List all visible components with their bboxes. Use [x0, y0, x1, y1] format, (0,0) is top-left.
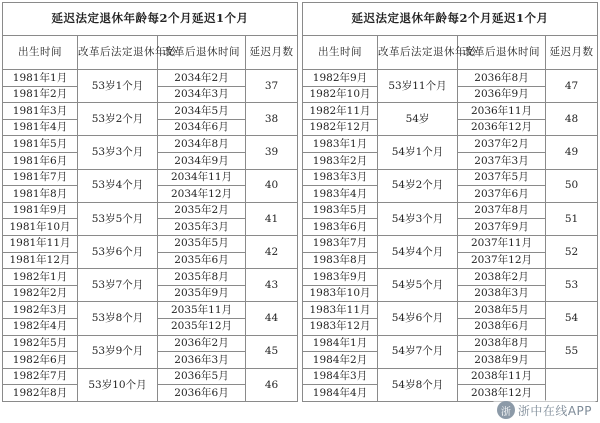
retirement-age-cell: 54岁3个月 [378, 202, 458, 235]
delay-months-cell: 55 [546, 335, 598, 368]
retirement-table-right [302, 2, 598, 402]
delay-months-cell: 54 [546, 302, 598, 335]
retirement-time-cell: 2034年3月 [158, 86, 246, 103]
birth-time-cell: 1982年10月 [303, 86, 378, 103]
retirement-age-cell: 53岁4个月 [78, 169, 158, 202]
retirement-age-cell: 53岁7个月 [78, 269, 158, 302]
delay-months-cell: 49 [546, 136, 598, 169]
header-retirement-age: 改革后法定退休年龄 [78, 36, 158, 70]
birth-time-cell: 1982年4月 [3, 318, 78, 335]
table-row [3, 368, 298, 385]
retirement-age-cell: 53岁8个月 [78, 302, 158, 335]
birth-time-cell: 1982年8月 [3, 385, 78, 402]
retirement-time-cell: 2035年8月 [158, 269, 246, 286]
retirement-time-cell: 2034年5月 [158, 103, 246, 120]
delay-months-cell: 44 [246, 302, 298, 335]
retirement-age-cell: 53岁2个月 [78, 103, 158, 136]
birth-time-cell: 1983年3月 [303, 169, 378, 186]
birth-time-cell: 1984年2月 [303, 352, 378, 369]
delay-months-cell: 52 [546, 235, 598, 268]
birth-time-cell: 1981年4月 [3, 119, 78, 136]
birth-time-cell: 1981年3月 [3, 103, 78, 120]
table-row [303, 235, 598, 252]
header-birth-time: 出生时间 [3, 36, 78, 70]
header-delay-months: 延迟月数 [546, 36, 598, 70]
birth-time-cell: 1981年1月 [3, 70, 78, 87]
retirement-time-cell: 2035年2月 [158, 202, 246, 219]
table-row [303, 202, 598, 219]
retirement-time-cell: 2034年6月 [158, 119, 246, 136]
retirement-time-cell: 2036年5月 [158, 368, 246, 385]
birth-time-cell: 1981年9月 [3, 202, 78, 219]
retirement-age-cell: 53岁11个月 [378, 70, 458, 103]
delay-months-cell: 48 [546, 103, 598, 136]
table-row [3, 235, 298, 252]
delay-months-cell: 47 [546, 70, 598, 103]
retirement-time-cell: 2038年8月 [458, 335, 546, 352]
birth-time-cell: 1983年4月 [303, 186, 378, 203]
retirement-time-cell: 2035年6月 [158, 252, 246, 269]
delay-months-cell: 45 [246, 335, 298, 368]
birth-time-cell: 1983年9月 [303, 269, 378, 286]
birth-time-cell: 1983年10月 [303, 285, 378, 302]
delay-months-cell: 40 [246, 169, 298, 202]
retirement-time-cell: 2038年11月 [458, 368, 546, 385]
table-title: 延迟法定退休年龄每2个月延迟1个月 [3, 3, 298, 36]
birth-time-cell: 1984年3月 [303, 368, 378, 385]
retirement-age-cell: 53岁3个月 [78, 136, 158, 169]
retirement-age-cell: 54岁5个月 [378, 269, 458, 302]
delay-months-cell [546, 368, 598, 401]
retirement-time-cell: 2037年5月 [458, 169, 546, 186]
table-row [303, 70, 598, 87]
delay-months-cell: 38 [246, 103, 298, 136]
retirement-age-cell: 53岁1个月 [78, 70, 158, 103]
retirement-age-cell: 53岁5个月 [78, 202, 158, 235]
birth-time-cell: 1982年2月 [3, 285, 78, 302]
delay-months-cell: 39 [246, 136, 298, 169]
watermark-text: 浙中在线APP [517, 403, 592, 418]
table-row [3, 103, 298, 120]
birth-time-cell: 1983年6月 [303, 219, 378, 236]
retirement-time-cell: 2037年8月 [458, 202, 546, 219]
birth-time-cell: 1982年3月 [3, 302, 78, 319]
table-panel-right [300, 0, 600, 423]
birth-time-cell: 1982年5月 [3, 335, 78, 352]
watermark [493, 400, 596, 420]
birth-time-cell: 1982年6月 [3, 352, 78, 369]
retirement-time-cell: 2034年8月 [158, 136, 246, 153]
retirement-time-cell: 2036年11月 [458, 103, 546, 120]
retirement-time-cell: 2038年6月 [458, 318, 546, 335]
retirement-age-cell: 53岁10个月 [78, 368, 158, 401]
delay-months-cell: 51 [546, 202, 598, 235]
retirement-time-cell: 2037年2月 [458, 136, 546, 153]
birth-time-cell: 1981年10月 [3, 219, 78, 236]
birth-time-cell: 1983年2月 [303, 152, 378, 169]
retirement-age-cell: 54岁1个月 [378, 136, 458, 169]
retirement-time-cell: 2035年5月 [158, 235, 246, 252]
table-title: 延迟法定退休年龄每2个月延迟1个月 [303, 3, 598, 36]
retirement-age-cell: 53岁9个月 [78, 335, 158, 368]
table-row [303, 103, 598, 120]
delay-months-cell: 42 [246, 235, 298, 268]
retirement-time-cell: 2037年11月 [458, 235, 546, 252]
birth-time-cell: 1984年1月 [303, 335, 378, 352]
header-retirement-time: 改革后退休时间 [458, 36, 546, 70]
retirement-time-cell: 2035年3月 [158, 219, 246, 236]
retirement-time-cell: 2037年3月 [458, 152, 546, 169]
retirement-age-cell: 54岁6个月 [378, 302, 458, 335]
birth-time-cell: 1982年11月 [303, 103, 378, 120]
birth-time-cell: 1982年7月 [3, 368, 78, 385]
retirement-age-cell: 54岁4个月 [378, 235, 458, 268]
retirement-time-cell: 2036年12月 [458, 119, 546, 136]
table-row [3, 136, 298, 153]
retirement-time-cell: 2038年3月 [458, 285, 546, 302]
birth-time-cell: 1982年9月 [303, 70, 378, 87]
retirement-time-cell: 2036年8月 [458, 70, 546, 87]
birth-time-cell: 1981年2月 [3, 86, 78, 103]
birth-time-cell: 1983年7月 [303, 235, 378, 252]
retirement-time-cell: 2037年6月 [458, 186, 546, 203]
retirement-time-cell: 2037年12月 [458, 252, 546, 269]
birth-time-cell: 1983年5月 [303, 202, 378, 219]
retirement-time-cell: 2035年11月 [158, 302, 246, 319]
retirement-time-cell: 2034年2月 [158, 70, 246, 87]
table-row [3, 335, 298, 352]
table-row [3, 269, 298, 286]
table-row [303, 136, 598, 153]
retirement-time-cell: 2037年9月 [458, 219, 546, 236]
birth-time-cell: 1983年11月 [303, 302, 378, 319]
retirement-time-cell: 2034年11月 [158, 169, 246, 186]
table-row [3, 169, 298, 186]
retirement-age-cell: 54岁7个月 [378, 335, 458, 368]
birth-time-cell: 1983年1月 [303, 136, 378, 153]
birth-time-cell: 1981年6月 [3, 152, 78, 169]
header-delay-months: 延迟月数 [246, 36, 298, 70]
table-row [3, 302, 298, 319]
retirement-time-cell: 2036年3月 [158, 352, 246, 369]
table-row [3, 202, 298, 219]
birth-time-cell: 1981年7月 [3, 169, 78, 186]
table-row [303, 169, 598, 186]
retirement-time-cell: 2035年12月 [158, 318, 246, 335]
table-row [303, 302, 598, 319]
birth-time-cell: 1984年4月 [303, 385, 378, 402]
retirement-age-cell: 53岁6个月 [78, 235, 158, 268]
birth-time-cell: 1981年5月 [3, 136, 78, 153]
table-row [303, 335, 598, 352]
table-row [303, 368, 598, 385]
retirement-age-cell: 54岁 [378, 103, 458, 136]
retirement-time-cell: 2038年9月 [458, 352, 546, 369]
header-retirement-time: 改革后退休时间 [158, 36, 246, 70]
retirement-time-cell: 2038年2月 [458, 269, 546, 286]
delay-months-cell: 41 [246, 202, 298, 235]
birth-time-cell: 1982年1月 [3, 269, 78, 286]
delay-months-cell: 46 [246, 368, 298, 401]
delay-months-cell: 53 [546, 269, 598, 302]
delay-months-cell: 43 [246, 269, 298, 302]
birth-time-cell: 1983年8月 [303, 252, 378, 269]
retirement-time-cell: 2036年2月 [158, 335, 246, 352]
watermark-logo-icon: 浙 [497, 401, 515, 419]
retirement-time-cell: 2036年6月 [158, 385, 246, 402]
retirement-time-cell: 2034年9月 [158, 152, 246, 169]
table-row [303, 269, 598, 286]
retirement-time-cell: 2036年9月 [458, 86, 546, 103]
header-retirement-age: 改革后法定退休年龄 [378, 36, 458, 70]
birth-time-cell: 1983年12月 [303, 318, 378, 335]
retirement-time-cell: 2038年5月 [458, 302, 546, 319]
retirement-time-cell: 2034年12月 [158, 186, 246, 203]
birth-time-cell: 1981年8月 [3, 186, 78, 203]
table-row [3, 70, 298, 87]
retirement-time-cell: 2038年12月 [458, 385, 546, 402]
birth-time-cell: 1981年12月 [3, 252, 78, 269]
retirement-table-left [2, 2, 298, 402]
birth-time-cell: 1981年11月 [3, 235, 78, 252]
retirement-age-cell: 54岁8个月 [378, 368, 458, 401]
retirement-age-cell: 54岁2个月 [378, 169, 458, 202]
delay-months-cell: 37 [246, 70, 298, 103]
retirement-time-cell: 2035年9月 [158, 285, 246, 302]
header-birth-time: 出生时间 [303, 36, 378, 70]
birth-time-cell: 1982年12月 [303, 119, 378, 136]
delay-months-cell: 50 [546, 169, 598, 202]
